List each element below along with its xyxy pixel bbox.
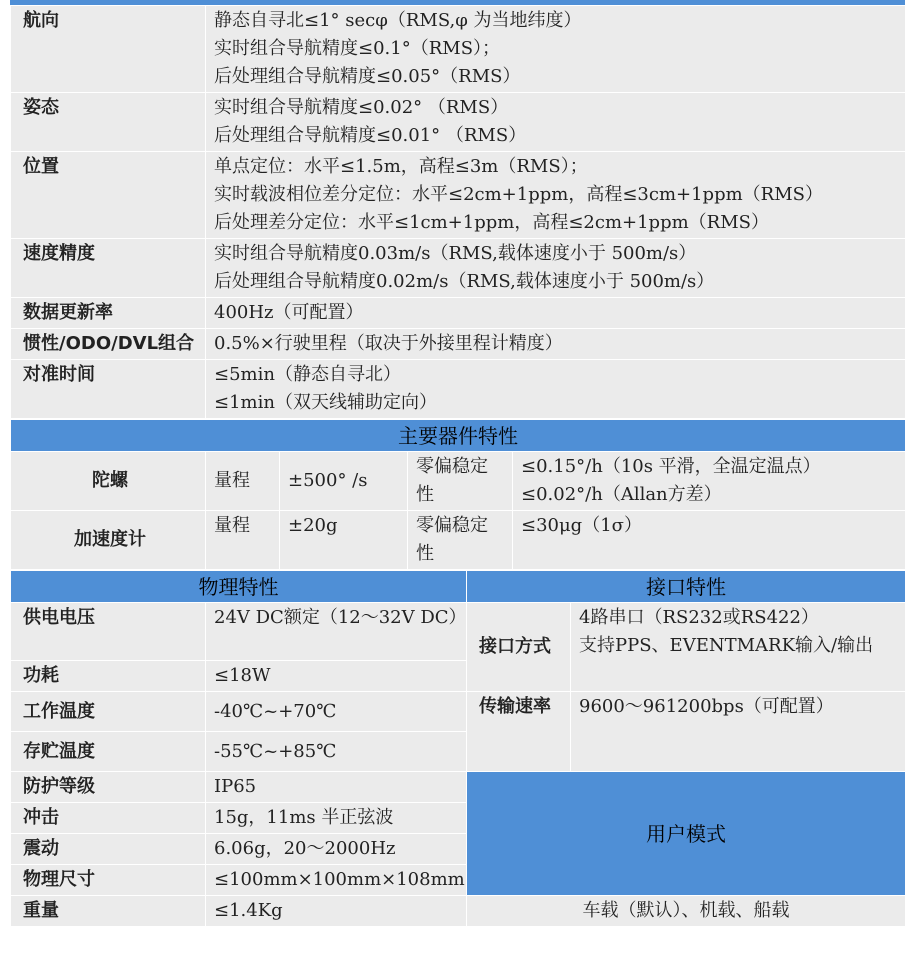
rate-value: 9600～961200bps（可配置） (571, 692, 906, 772)
rate-label: 传输速率 (467, 692, 571, 772)
physical-label: 供电电压 (11, 603, 206, 661)
perf-value (206, 298, 906, 329)
perf-row (11, 93, 906, 152)
perf-value-line: ≤5min（静态自寻北） (214, 364, 401, 385)
perf-row (11, 239, 906, 298)
spec-sheet (10, 0, 905, 927)
perf-value-line: 单点定位：水平≤1.5m，高程≤3m（RMS）； (214, 156, 588, 177)
physical-label: 存贮温度 (11, 732, 206, 772)
perf-value-line: 后处理组合导航精度≤0.01° （RMS） (214, 125, 527, 146)
perf-row (11, 298, 906, 329)
gyro-bias-line: ≤0.15°/h（10s 平滑，全温定温点） (521, 456, 821, 477)
user-mode-label: 用户模式 (467, 772, 906, 896)
interface-header: 接口特性 (467, 571, 906, 603)
accel-bias-line: ≤30μg（1σ） (521, 515, 642, 536)
physical-value: ≤100mm×100mm×108mm (206, 865, 467, 896)
physical-label: 震动 (11, 834, 206, 865)
accel-bias-label: 零偏稳定性 (408, 511, 513, 570)
port-label: 接口方式 (467, 603, 571, 692)
perf-value (206, 360, 906, 419)
perf-row (11, 152, 906, 239)
perf-value-line: 后处理组合导航精度0.02m/s（RMS,载体速度小于 500m/s） (214, 271, 715, 292)
physical-value: -55℃~+85℃ (206, 732, 467, 772)
physical-label: 冲击 (11, 803, 206, 834)
accel-range: ±20g (280, 511, 408, 570)
perf-value-line: 实时组合导航精度0.03m/s（RMS,载体速度小于 500m/s） (214, 243, 697, 264)
perf-value-line: 后处理差分定位：水平≤1cm+1ppm，高程≤2cm+1ppm（RMS） (214, 212, 769, 233)
perf-value (206, 6, 906, 93)
accel-label: 加速度计 (11, 511, 206, 570)
perf-label: 数据更新率 (11, 298, 206, 329)
perf-value-line: 实时载波相位差分定位：水平≤2cm+1ppm，高程≤3cm+1ppm（RMS） (214, 184, 823, 205)
physical-label: 物理尺寸 (11, 865, 206, 896)
perf-label: 位置 (11, 152, 206, 239)
perf-value-line: 0.5%×行驶里程（取决于外接里程计精度） (214, 333, 563, 354)
perf-value-line: 后处理组合导航精度≤0.05°（RMS） (214, 66, 521, 87)
physical-value: 6.06g，20～2000Hz (206, 834, 467, 865)
perf-label: 惯性/ODO/DVL组合 (11, 329, 206, 360)
perf-label: 速度精度 (11, 239, 206, 298)
physical-value: 24V DC额定（12～32V DC） (206, 603, 467, 661)
perf-value (206, 152, 906, 239)
physical-value: ≤1.4Kg (206, 896, 467, 927)
perf-value (206, 93, 906, 152)
perf-value (206, 239, 906, 298)
port-line: 支持PPS、EVENTMARK输入/输出 (579, 635, 874, 656)
physical-value: IP65 (206, 772, 467, 803)
physical-value: 15g，11ms 半正弦波 (206, 803, 467, 834)
perf-value-line: 实时组合导航精度≤0.02° （RMS） (214, 97, 509, 118)
accel-row (11, 511, 906, 570)
perf-label: 对准时间 (11, 360, 206, 419)
gyro-bias-label: 零偏稳定性 (408, 452, 513, 511)
port-line: 4路串口（RS232或RS422） (579, 607, 819, 628)
perf-value (206, 329, 906, 360)
perf-label: 航向 (11, 6, 206, 93)
user-mode-value: 车载（默认）、机载、船载 (467, 896, 906, 927)
perf-row (11, 329, 906, 360)
gyro-range-label: 量程 (206, 452, 280, 511)
physical-value: -40℃~+70℃ (206, 692, 467, 732)
gyro-label: 陀螺 (11, 452, 206, 511)
physical-label: 工作温度 (11, 692, 206, 732)
devices-header: 主要器件特性 (11, 420, 906, 452)
perf-value-line: 400Hz（可配置） (214, 302, 364, 323)
perf-value-line: 实时组合导航精度≤0.1°（RMS）； (214, 38, 501, 59)
perf-value-line: 静态自寻北≤1° secφ（RMS,φ 为当地纬度） (214, 10, 582, 31)
perf-value-line: ≤1min（双天线辅助定向） (214, 392, 437, 413)
perf-row (11, 6, 906, 93)
devices-table (10, 419, 906, 570)
gyro-bias (513, 452, 906, 511)
perf-label: 姿态 (11, 93, 206, 152)
physical-value: ≤18W (206, 661, 467, 692)
gyro-row (11, 452, 906, 511)
physical-interface-table (10, 570, 906, 927)
perf-row (11, 360, 906, 419)
gyro-range: ±500° /s (280, 452, 408, 511)
physical-label: 功耗 (11, 661, 206, 692)
physical-label: 防护等级 (11, 772, 206, 803)
performance-table (10, 5, 906, 419)
accel-range-label: 量程 (206, 511, 280, 570)
physical-label: 重量 (11, 896, 206, 927)
physical-header: 物理特性 (11, 571, 467, 603)
port-value (571, 603, 906, 692)
gyro-bias-line: ≤0.02°/h（Allan方差） (521, 484, 722, 505)
accel-bias (513, 511, 906, 570)
